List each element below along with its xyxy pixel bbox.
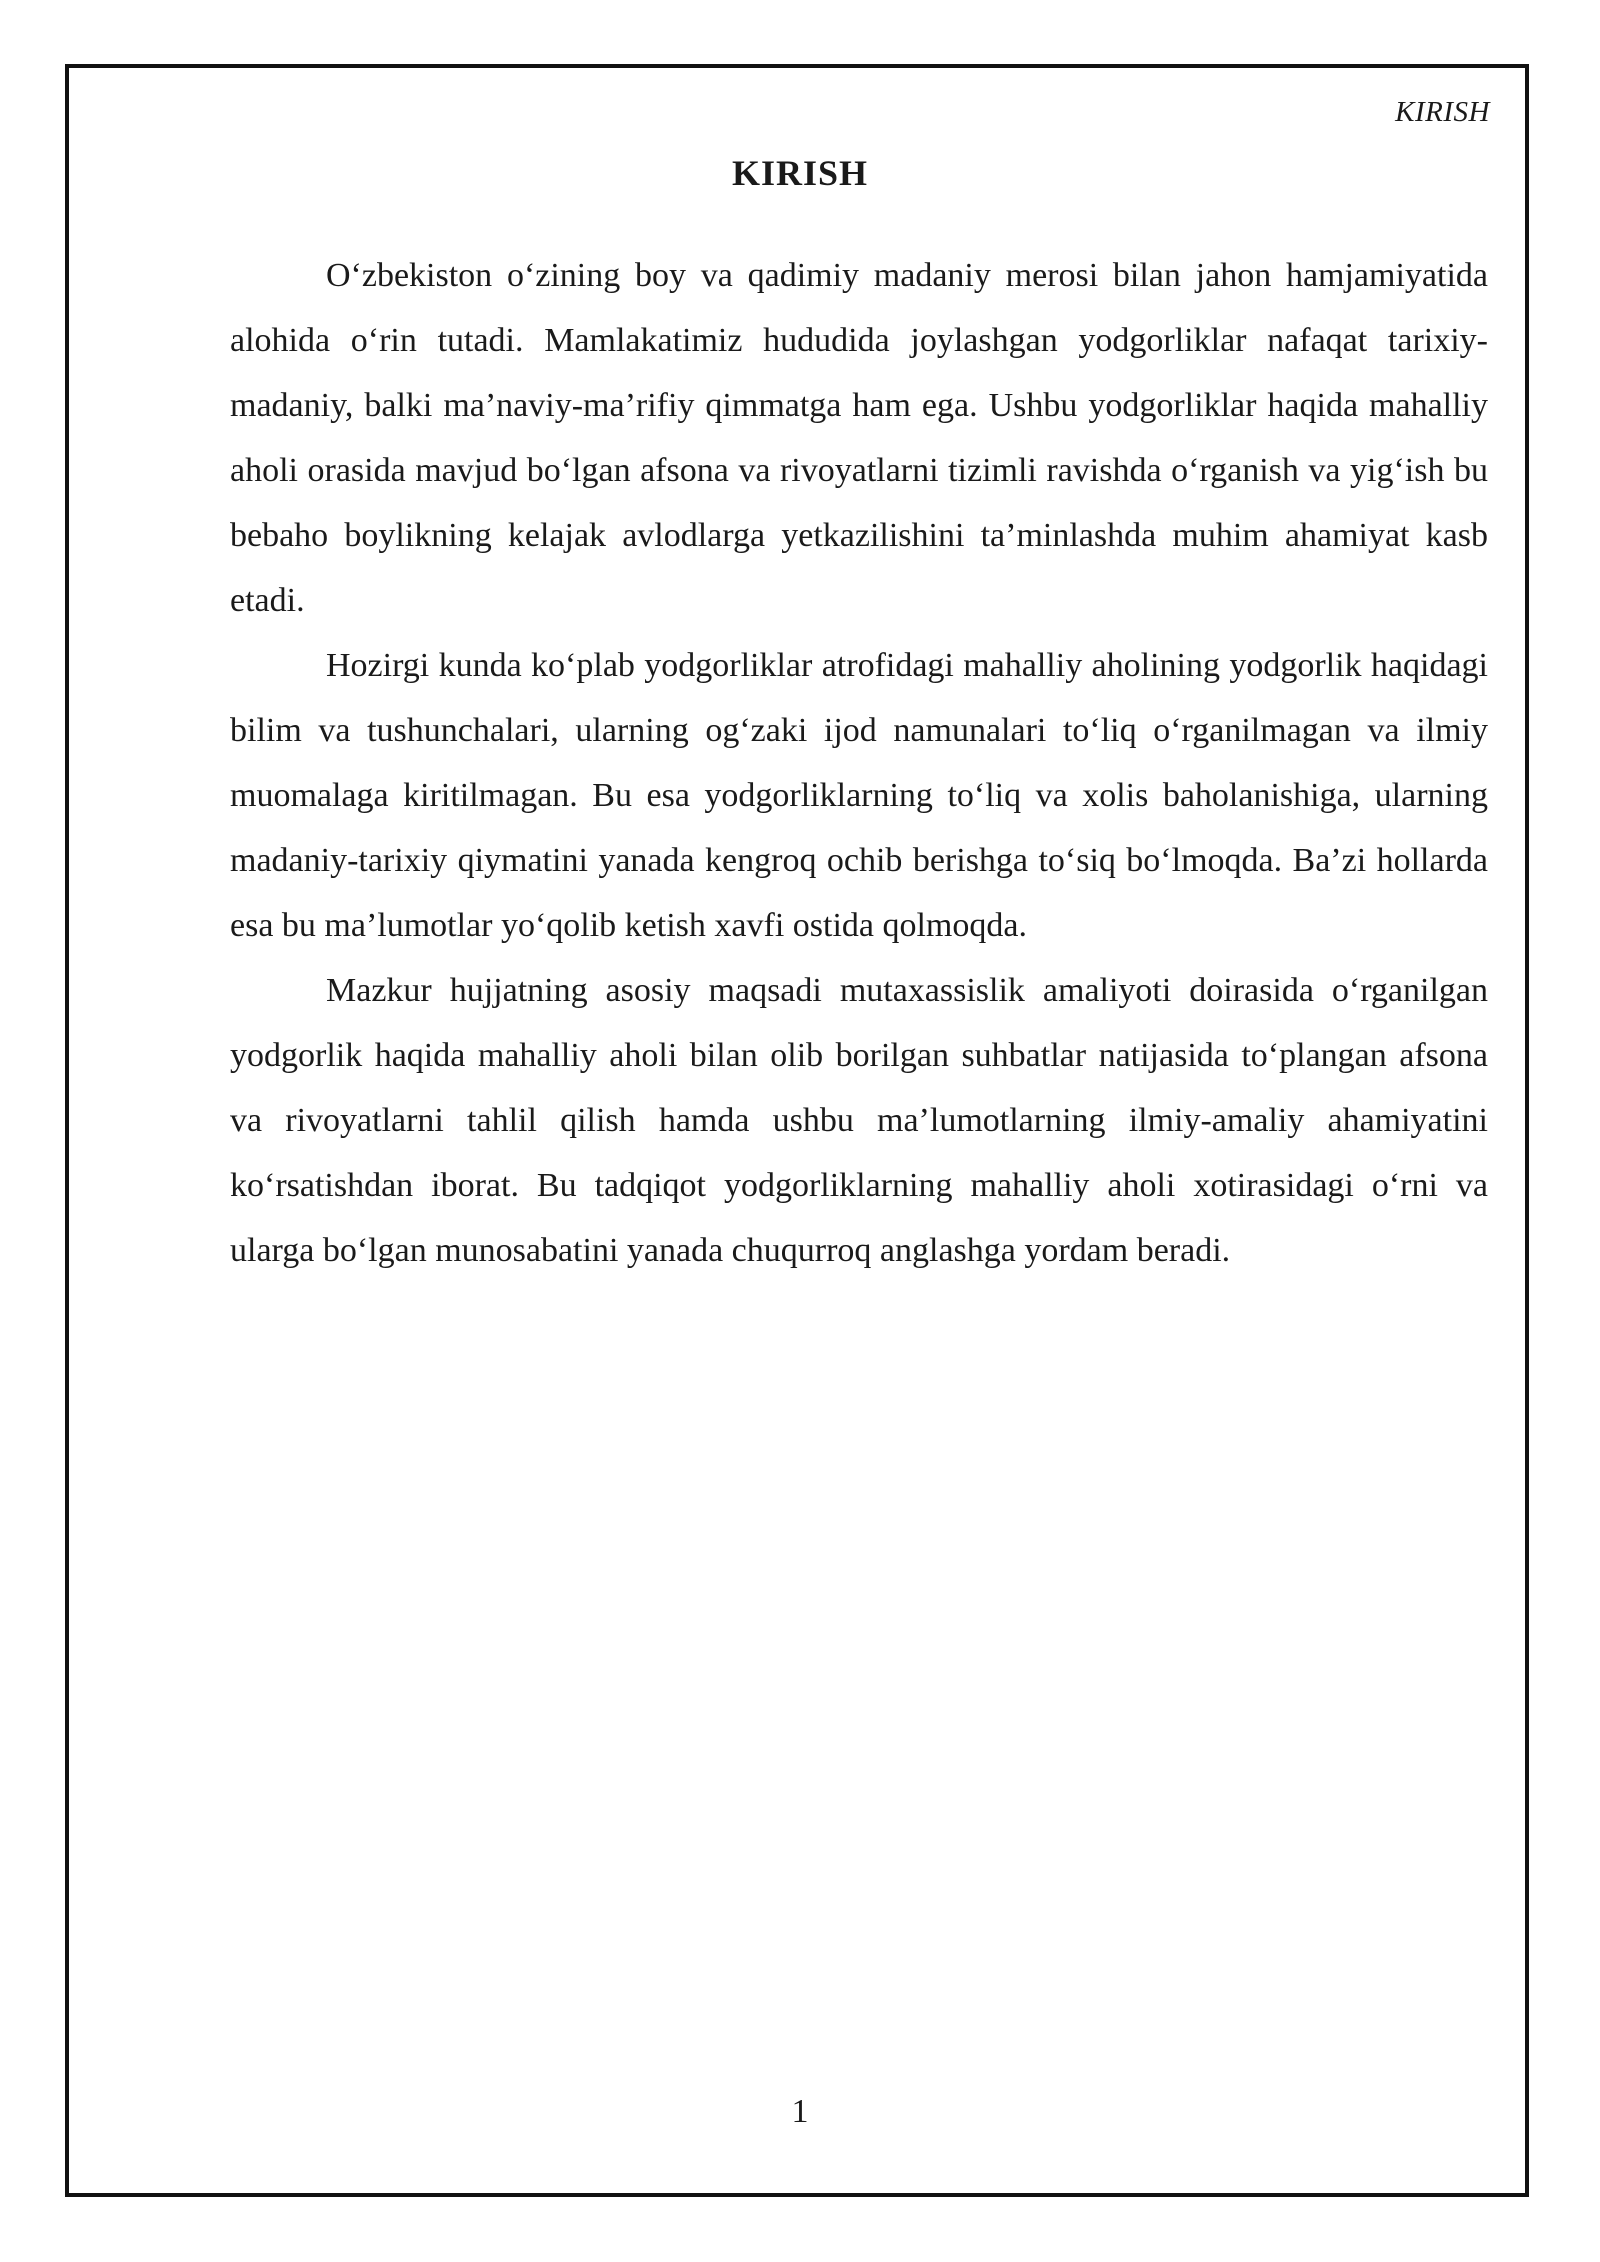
page-title: KIRISH <box>731 153 869 193</box>
running-header: KIRISH <box>1395 96 1490 128</box>
body-text <box>230 243 1488 1283</box>
paragraph-3: Mazkur hujjatning asosiy maqsadi mutaxassislik amaliyoti doirasida o‘rganilgan yodgorlik haqida mahalliy aholi bilan olib borilgan suhbatlar natijasida to‘plangan afsona va rivoyatlarni tahlil qilish hamda ushbu ma’lumotlarning ilmiy-amaliy ahamiyatini ko‘rsatishdan iborat. Bu tadqiqot yodgorliklarning mahalliy aholi xotirasidagi o‘rni va ularga bo‘lgan munosabatini yanada chuqurroq anglashga yordam beradi. <box>230 972 1488 1269</box>
paragraph-1: O‘zbekiston o‘zining boy va qadimiy madaniy merosi bilan jahon hamjamiyatida alohida o‘rin tutadi. Mamlakatimiz hududida joylashgan yodgorliklar nafaqat tarixiy-madaniy, balki ma’naviy-ma’rifiy qimmatga ham ega. Ushbu yodgorliklar haqida mahalliy aholi orasida mavjud bo‘lgan afsona va rivoyatlarni tizimli ravishda o‘rganish va yig‘ish bu bebaho boylikning kelajak avlodlarga yetkazilishini ta’minlashda muhim ahamiyat kasb etadi. <box>230 257 1488 619</box>
page-number: 1 <box>791 2093 809 2130</box>
paragraph-2: Hozirgi kunda ko‘plab yodgorliklar atrofidagi mahalliy aholining yodgorlik haqidagi bilim va tushunchalari, ularning og‘zaki ijod namunalari to‘liq o‘rganilmagan va ilmiy muomalaga kiritilmagan. Bu esa yodgorliklarning to‘liq va xolis baholanishiga, ularning madaniy-tarixiy qiymatini yanada kengroq ochib berishga to‘siq bo‘lmoqda. Ba’zi hollarda esa bu ma’lumotlar yo‘qolib ketish xavfi ostida qolmoqda. <box>230 647 1488 944</box>
